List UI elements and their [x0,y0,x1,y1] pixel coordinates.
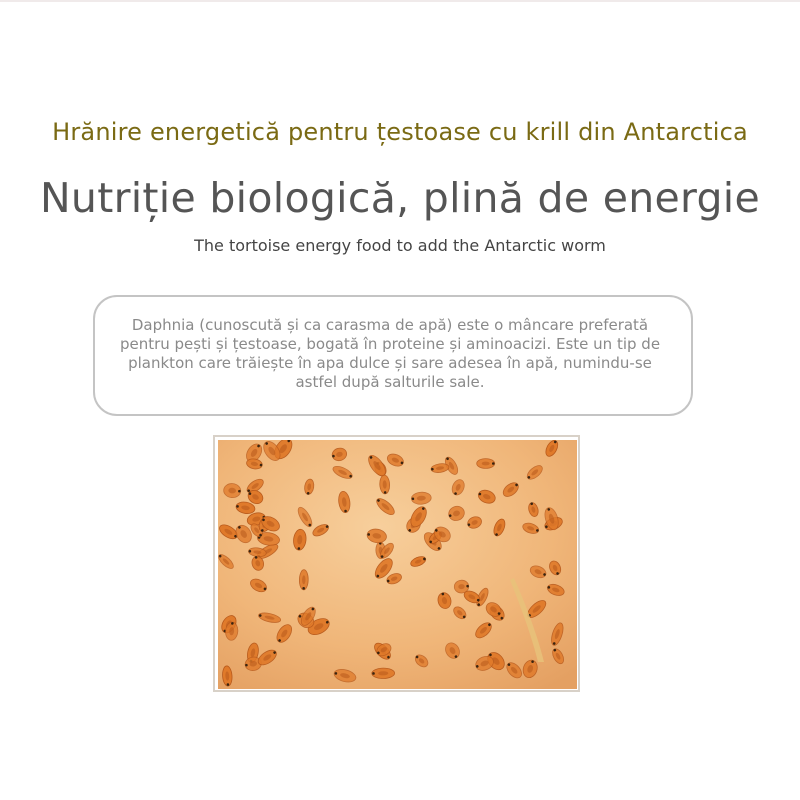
daphnia-organism [477,459,495,469]
product-tagline: Hrănire energetică pentru țestoase cu krill din Antarctica [52,118,748,146]
daphnia-organism [372,668,395,679]
description-text: Daphnia (cunoscută și ca carasma de apă) este o mâncare preferată pentru pești și țestoase, bogată în proteine și aminoacizi. Este un tip de plankton care trăiește în apa dulce și sare adesea în apă, numindu-se astfel după salturile sale. [119,316,661,391]
daphnia-photo [218,440,577,689]
daphnia-photo-frame [213,435,580,692]
top-divider [0,0,800,2]
page-headline: Nutriție biologică, plină de energie [39,174,761,222]
daphnia-organism [299,570,308,590]
english-subheading: The tortoise energy food to add the Antarctic worm [194,236,606,255]
